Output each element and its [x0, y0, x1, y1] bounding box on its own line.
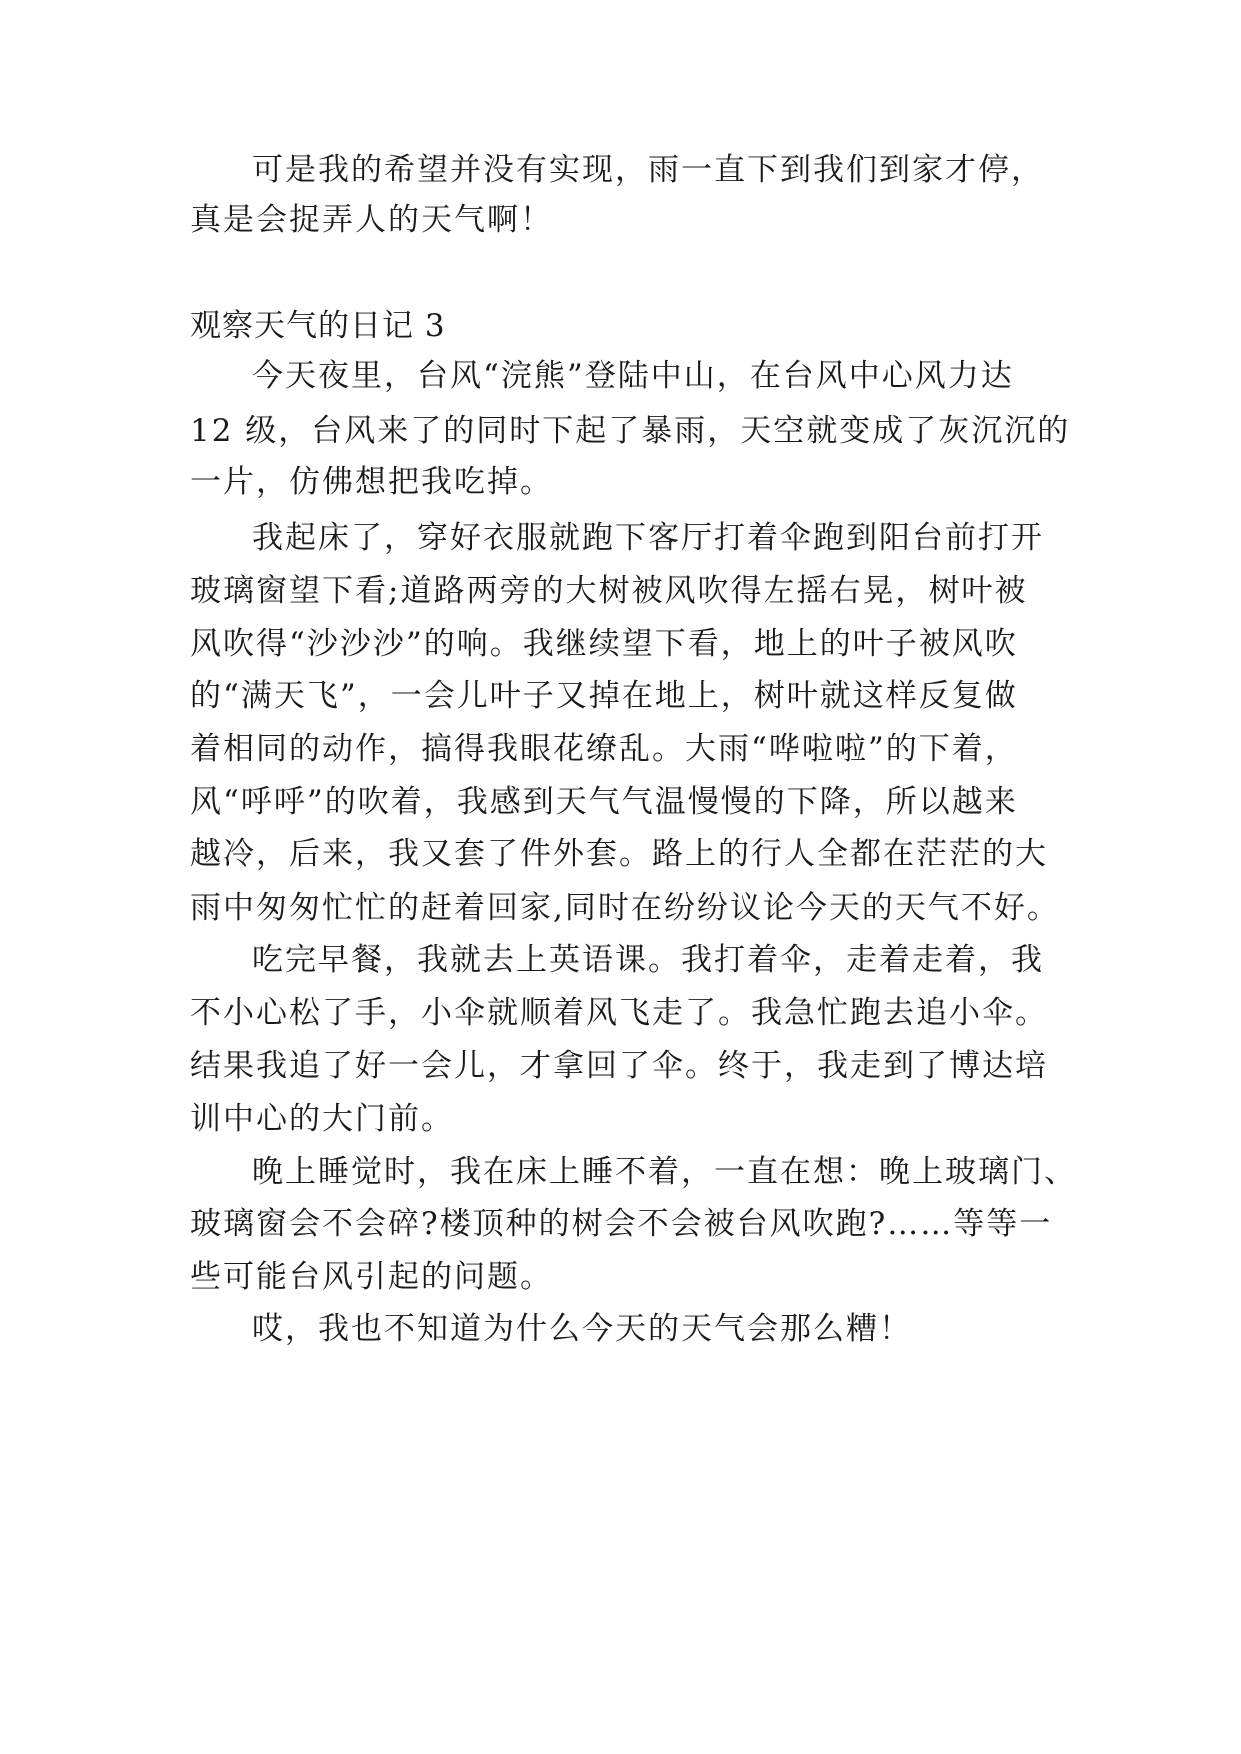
paragraph-line: 玻璃窗会不会碎?楼顶种的树会不会被台风吹跑?……等等一 [190, 1206, 1053, 1242]
paragraph-line: 越冷，后来，我又套了件外套。路上的行人全都在茫茫的大 [190, 836, 1048, 872]
paragraph-line: 训中心的大门前。 [190, 1101, 454, 1137]
paragraph-line: 些可能台风引起的问题。 [190, 1259, 553, 1295]
paragraph-line: 哎，我也不知道为什么今天的天气会那么糟！ [252, 1311, 912, 1347]
diary-heading: 观察天气的日记 3 [190, 308, 446, 344]
paragraph-line: 着相同的动作，搞得我眼花缭乱。大雨“哗啦啦”的下着， [190, 731, 1018, 767]
paragraph-line: 可是我的希望并没有实现，雨一直下到我们到家才停， [252, 152, 1044, 188]
paragraph-line: 12 级，台风来了的同时下起了暴雨，天空就变成了灰沉沉的 [190, 413, 1071, 449]
paragraph-line: 今天夜里，台风“浣熊”登陆中山，在台风中心风力达 [252, 358, 1014, 394]
paragraph-line: 一片，仿佛想把我吃掉。 [190, 464, 553, 500]
paragraph-line: 玻璃窗望下看;道路两旁的大树被风吹得左摇右晃，树叶被 [190, 573, 1028, 609]
paragraph-line: 真是会捉弄人的天气啊！ [190, 202, 553, 238]
paragraph-line: 我起床了，穿好衣服就跑下客厅打着伞跑到阳台前打开 [252, 520, 1044, 556]
paragraph-line: 不小心松了手，小伞就顺着风飞走了。我急忙跑去追小伞。 [190, 995, 1048, 1031]
paragraph-line: 吃完早餐，我就去上英语课。我打着伞，走着走着，我 [252, 942, 1044, 978]
paragraph-line: 晚上睡觉时，我在床上睡不着，一直在想：晚上玻璃门、 [252, 1154, 1077, 1190]
paragraph-line: 雨中匆匆忙忙的赶着回家,同时在纷纷议论今天的天气不好。 [190, 890, 1060, 926]
paragraph-line: 风“呼呼”的吹着，我感到天气气温慢慢的下降，所以越来 [190, 784, 1018, 820]
paragraph-line: 的“满天飞”，一会儿叶子又掉在地上，树叶就这样反复做 [190, 678, 1018, 714]
paragraph-line: 风吹得“沙沙沙”的响。我继续望下看，地上的叶子被风吹 [190, 626, 1018, 662]
paragraph-line: 结果我追了好一会儿，才拿回了伞。终于，我走到了博达培 [190, 1048, 1048, 1084]
